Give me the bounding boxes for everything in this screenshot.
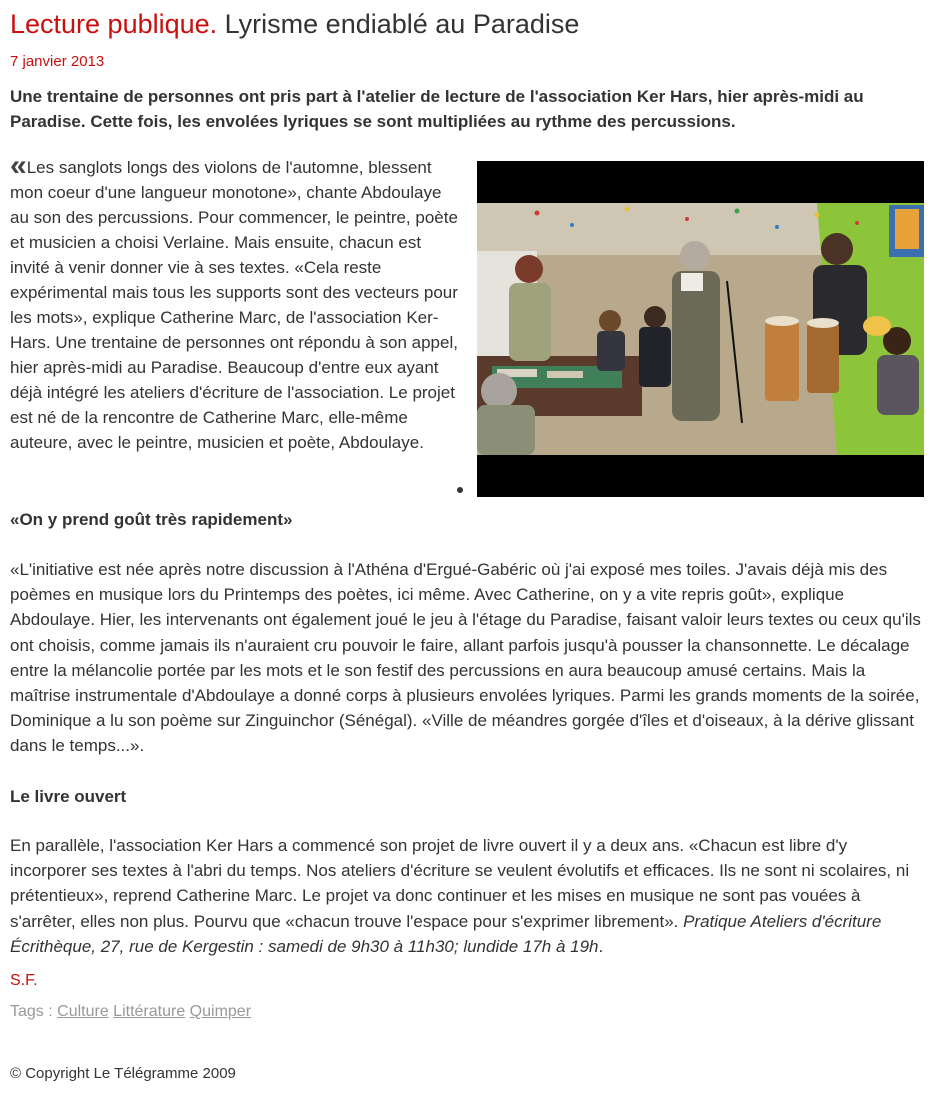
practical-info: Pratique Ateliers d'écriture Écrithèque, 27, rue de Kergestin : samedi de 9h30 à 11h30; lundide 17h à 19h [10,911,882,956]
section-heading-livre-ouvert: Le livre ouvert [10,787,127,806]
headline-kicker: Lecture publique. [10,9,218,39]
author-signature: S.F. [10,972,38,989]
livre-ouvert-text: En parallèle, l'association Ker Hars a commencé son projet de livre ouvert il y a deux ans. «Chacun est libre d'y incorporer ses textes à l'abri du temps. Nos ateliers d'écriture se veulent évolutifs et efficaces. Ils ne sont ni scolaires, ni prétentieux», reprend Catherine Marc. Le projet va donc continuer et les mises en musique ne sont pas vouées à s'arrêter, elles non plus. Pourvu que «chacun trouve l'espace pour s'exprimer librement». [10,836,910,931]
article-date: 7 janvier 2013 [10,53,105,70]
photo-reading-scene [477,161,924,497]
article-lead: Une trentaine de personnes ont pris part à l'atelier de lecture de l'association Ker Hars, hier après-midi au Paradise. Cette fois, les envolées lyriques se sont multipliées au rythme des percussions. [10,87,864,131]
section-heading-on-y-prend-gout: «On y prend goût très rapidement» [10,510,293,529]
tags-label: Tags : [10,1003,58,1020]
section-paragraph-initiative: «L'initiative est née après notre discussion à l'Athéna d'Ergué-Gabéric où j'ai exposé mes toiles. J'avais déjà mis des poèmes en musique lors du Printemps des poètes, ici même. Avec Catherine, on y a vite repris goût», explique Abdoulaye. Hier, les intervenants ont également joué le jeu à l'étage du Paradise, faisant valoir leurs textes ou ceux qu'ils ont choisis, comme jamais ils n'auraient cru pouvoir le faire, allant parfois jusqu'à pousser la chansonnette. Le décalage entre la mélancolie portée par les mots et le son festif des percussions en aura beaucoup amusé certains. Mais la maîtrise instrumentale d'Abdoulaye a donné corps à plusieurs envolées lyriques. Parmi les grands moments de la soirée, Dominique a lu son poème sur Zinguinchor (Sénégal). «Ville de méandres gorgée d'îles et d'oiseaux, à la dérive glissant dans le temps...». [10,560,921,756]
tags-row [10,1002,251,1022]
section-paragraph-livre-ouvert [10,833,925,959]
footer-copyright: © Copyright Le Télégramme 2009 [10,1065,236,1082]
photo-bullet-dot [457,487,463,493]
tag-link-litterature[interactable]: Littérature [113,1003,186,1020]
headline-title: Lyrisme endiablé au Paradise [224,9,580,39]
intro-text: Les sanglots longs des violons de l'automne, blessent mon coeur d'une langueur monotone», chante Abdoulaye au son des percussions. Pour commencer, le peintre, poète et musicien a choisi Verlaine. Mais ensuite, chacun est invité à venir donner vie à ses textes. «Cela reste expérimental mais tous les supports sont des vecteurs pour les mots», explique Catherine Marc, de l'association Ker-Hars. Une trentaine de personnes ont répondu à son appel, hier après-midi au Paradise. Beaucoup d'entre eux ayant déjà intégré les ateliers d'écriture de l'association. Le projet est né de la rencontre de Catherine Marc, elle-même auteure, avec le peintre, musicien et poète, Abdoulaye. [10,158,458,452]
article-headline [10,4,579,44]
practical-info-end: . [598,936,604,956]
article-photo[interactable] [477,161,924,497]
tag-link-quimper[interactable]: Quimper [189,1003,252,1020]
opening-quote-mark: « [10,149,27,182]
tag-link-culture[interactable]: Culture [57,1003,109,1020]
article-intro-paragraph [10,149,464,455]
